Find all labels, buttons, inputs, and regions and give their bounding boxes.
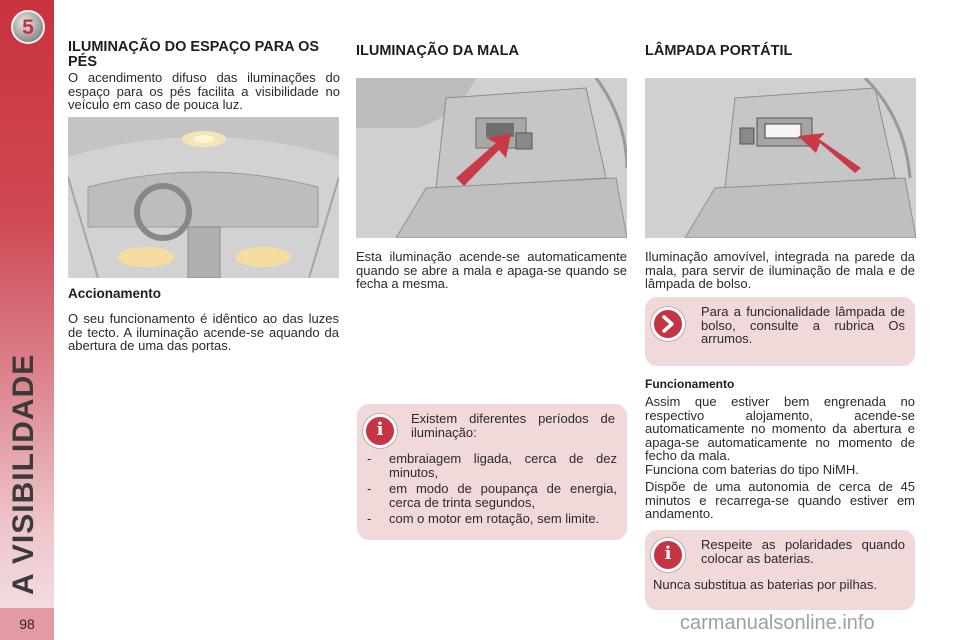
autonomy-text: Dispõe de uma autonomia de cerca de 45 minutos e recarrega-se quando estiver em andamento.	[645, 479, 915, 522]
page-number: 98	[0, 608, 54, 640]
section-title: A VISIBILIDADE	[7, 353, 40, 595]
chapter-number: 5	[22, 16, 34, 39]
polarity-text: Respeite as polaridades quando colocar as baterias.	[701, 537, 905, 566]
trunk-lighting-photo	[356, 78, 627, 238]
trunk-lighting-text: Esta iluminação acende-se automaticamente quando se abre a mala e apaga-se quando se fecha a mesma.	[356, 249, 627, 292]
portable-lamp-photo	[645, 78, 916, 238]
see-also-box	[645, 297, 915, 366]
chapter-sidebar	[0, 0, 54, 640]
trunk-lighting-section	[356, 40, 628, 59]
intro-text: O acendimento difuso das iluminações do espaço para os pés facilita a visibilidade no veículo em caso de pouca luz.	[68, 70, 340, 113]
info-icon: i	[651, 538, 685, 572]
activation-heading: Accionamento	[68, 286, 162, 301]
battery-warning-text: Nunca substitua as baterias por pilhas.	[653, 577, 878, 592]
portable-lamp-section	[645, 40, 917, 59]
operation-heading: Funcionamento	[645, 377, 735, 391]
info-box-batteries	[645, 530, 915, 610]
battery-type-text: Funciona com baterias do tipo NiMH.	[645, 462, 859, 477]
section-heading: ILUMINAÇÃO DO ESPAÇO PARA OS PÉS	[68, 39, 320, 70]
watermark: carmanualsonline.info	[680, 612, 875, 634]
info-box-lighting-periods: i Existem diferentes períodos de iluminação: - embraiagem ligada, cerca de dez minutos, - em modo de poupança de energia, cerca de trinta segundos, - com o motor em rotação, sem limite.	[357, 404, 627, 540]
footwell-lighting-section	[68, 40, 340, 112]
section-heading: LÂMPADA PORTÁTIL	[645, 43, 793, 59]
activation-text: O seu funcionamento é idêntico ao das luzes de tecto. A iluminação acende-se aquando da abertura de uma das portas.	[68, 311, 339, 354]
section-heading: ILUMINAÇÃO DA MALA	[356, 43, 519, 59]
info-icon: i	[363, 414, 397, 448]
info-intro: Existem diferentes períodos de iluminação:	[411, 411, 615, 440]
see-also-text: Para a funcionalidade lâmpada de bolso, consulte a rubrica Os arrumos.	[701, 304, 905, 347]
chevron-right-icon[interactable]	[651, 307, 685, 341]
chapter-badge	[11, 10, 45, 44]
operation-text: Assim que estiver bem engrenada no respectivo alojamento, acende-se automaticamente no momento da abertura e apaga-se automaticamente no momento de fecho da mala.	[645, 394, 915, 464]
footwell-lighting-photo	[68, 117, 339, 278]
portable-lamp-text: Iluminação amovível, integrada na parede da mala, para servir de iluminação de mala e de lâmpada de bolso.	[645, 249, 915, 292]
